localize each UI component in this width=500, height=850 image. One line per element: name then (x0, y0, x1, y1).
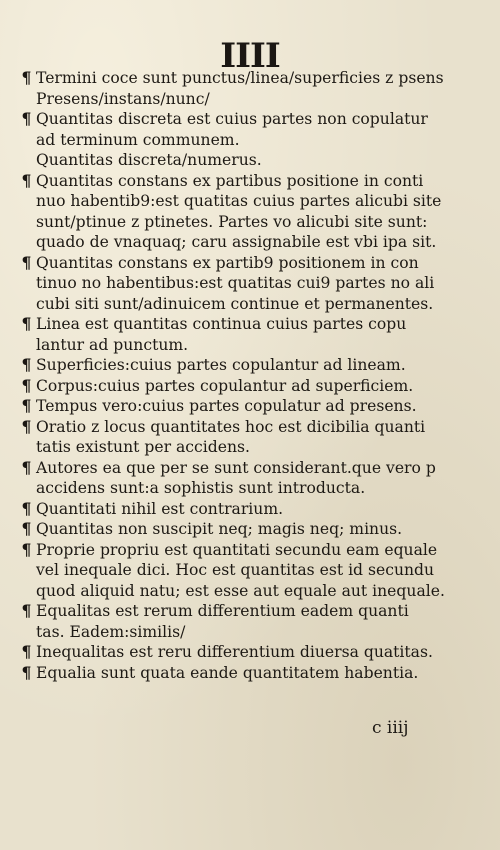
text-line (20, 335, 482, 356)
text-line (20, 314, 482, 335)
text-line (20, 499, 482, 520)
paragraph (20, 376, 482, 397)
paragraph (20, 150, 482, 171)
pilcrow-mark: ¶ (21, 642, 32, 661)
paragraph (20, 458, 482, 499)
line-text: Equalitas est rerum differentium eadem quanti (36, 602, 409, 620)
pilcrow-mark: ¶ (21, 601, 32, 620)
text-block (20, 68, 482, 683)
line-text: Quantitas constans ex partib9 positionem in con (36, 253, 419, 272)
line-text: sunt/ptinue z ptinetes. Partes vo alicubi site sunt: (36, 212, 428, 231)
line-text: ad terminum communem. (36, 130, 240, 149)
text-line (20, 355, 482, 376)
paragraph (20, 314, 482, 355)
pilcrow-mark: ¶ (21, 498, 32, 518)
text-line (20, 663, 482, 684)
paragraph (20, 499, 482, 520)
paragraph (20, 642, 482, 663)
paragraph (20, 601, 482, 642)
line-text: Autores ea que per se sunt considerant.que vero p (36, 458, 436, 477)
line-text: Oratio z locus quantitates hoc est dicibilia quanti (36, 417, 426, 436)
paragraph (20, 417, 482, 458)
paragraph (20, 109, 482, 150)
pilcrow-mark: ¶ (21, 355, 32, 374)
line-text: Inequalitas est reru differentium diuersa quatitas. (36, 643, 433, 661)
text-line (20, 396, 482, 417)
line-text: Quantitati nihil est contrarium. (36, 499, 284, 518)
text-line (20, 417, 482, 438)
line-text: tatis existunt per accidens. (36, 438, 250, 456)
pilcrow-mark: ¶ (21, 457, 32, 477)
paragraph (20, 171, 482, 253)
pilcrow-mark: ¶ (21, 68, 32, 87)
pilcrow-mark: ¶ (21, 375, 32, 395)
text-line (20, 437, 482, 458)
line-text: cubi siti sunt/adinuicem continue et permanentes. (36, 294, 434, 313)
line-text: tas. Eadem:similis/ (36, 622, 186, 641)
text-line (20, 376, 482, 397)
line-text: quod aliquid natu; est esse aut equale aut inequale. (36, 581, 445, 600)
pilcrow-mark: ¶ (21, 539, 32, 559)
pilcrow-mark: ¶ (21, 396, 32, 415)
pilcrow-mark: ¶ (21, 416, 32, 436)
text-line (20, 581, 482, 602)
pilcrow-mark: ¶ (21, 109, 32, 128)
text-line (20, 642, 482, 663)
signature-mark: c iiij (372, 718, 409, 738)
paragraph (20, 519, 482, 540)
text-line (20, 458, 482, 479)
pilcrow-mark: ¶ (21, 252, 32, 272)
text-line (20, 130, 482, 151)
text-line (36, 150, 482, 171)
text-line (20, 212, 482, 233)
text-line (20, 232, 482, 253)
line-text: Proprie propriu est quantitati secundu eam equale (36, 540, 438, 559)
paragraph (20, 540, 482, 602)
line-text: tinuo no habentibus:est quatitas cui9 partes no ali (36, 274, 435, 292)
pilcrow-mark: ¶ (21, 519, 32, 538)
line-text: Presens/instans/nunc/ (36, 89, 210, 108)
paragraph (20, 396, 482, 417)
line-text: Termini coce sunt punctus/linea/superficies z psens (36, 69, 444, 87)
pilcrow-mark: ¶ (21, 662, 32, 682)
paragraph (20, 68, 482, 109)
paragraph (20, 253, 482, 315)
text-line (20, 253, 482, 274)
line-text: nuo habentib9:est quatitas cuius partes alicubi site (36, 192, 442, 210)
line-text: lantur ad punctum. (36, 335, 189, 354)
text-line (20, 171, 482, 192)
text-line (20, 294, 482, 315)
paragraph (20, 663, 482, 684)
line-text: Quantitas constans ex partibus positione in conti (36, 171, 424, 190)
pilcrow-mark: ¶ (21, 314, 32, 333)
line-text: Tempus vero:cuius partes copulatur ad presens. (36, 397, 417, 415)
text-line (20, 89, 482, 110)
line-text: Quantitas non suscipit neq; magis neq; minus. (36, 520, 403, 538)
text-line (20, 519, 482, 540)
line-text: vel inequale dici. Hoc est quantitas est id secundu (36, 561, 435, 579)
line-text: Corpus:cuius partes copulantur ad superficiem. (36, 376, 414, 395)
text-line (20, 191, 482, 212)
text-line (20, 601, 482, 622)
text-line (20, 273, 482, 294)
line-text: Equalia sunt quata eande quantitatem habentia. (36, 663, 419, 682)
line-text: Superficies:cuius partes copulantur ad lineam. (36, 356, 406, 374)
text-line (20, 109, 482, 130)
line-text: Quantitas discreta est cuius partes non copulatur (36, 110, 428, 128)
text-line (20, 540, 482, 561)
text-line (20, 622, 482, 643)
line-text: accidens sunt:a sophistis sunt introducta. (36, 479, 366, 497)
text-line (20, 478, 482, 499)
line-text: Linea est quantitas continua cuius partes copu (36, 315, 407, 333)
paragraph (20, 355, 482, 376)
folio-number: IIII (220, 36, 280, 76)
text-line (20, 560, 482, 581)
line-text: quado de vnaquaq; caru assignabile est vbi ipa sit. (36, 233, 437, 251)
pilcrow-mark: ¶ (21, 170, 32, 190)
line-text: Quantitas discreta/numerus. (36, 151, 262, 169)
text-line (20, 68, 482, 89)
